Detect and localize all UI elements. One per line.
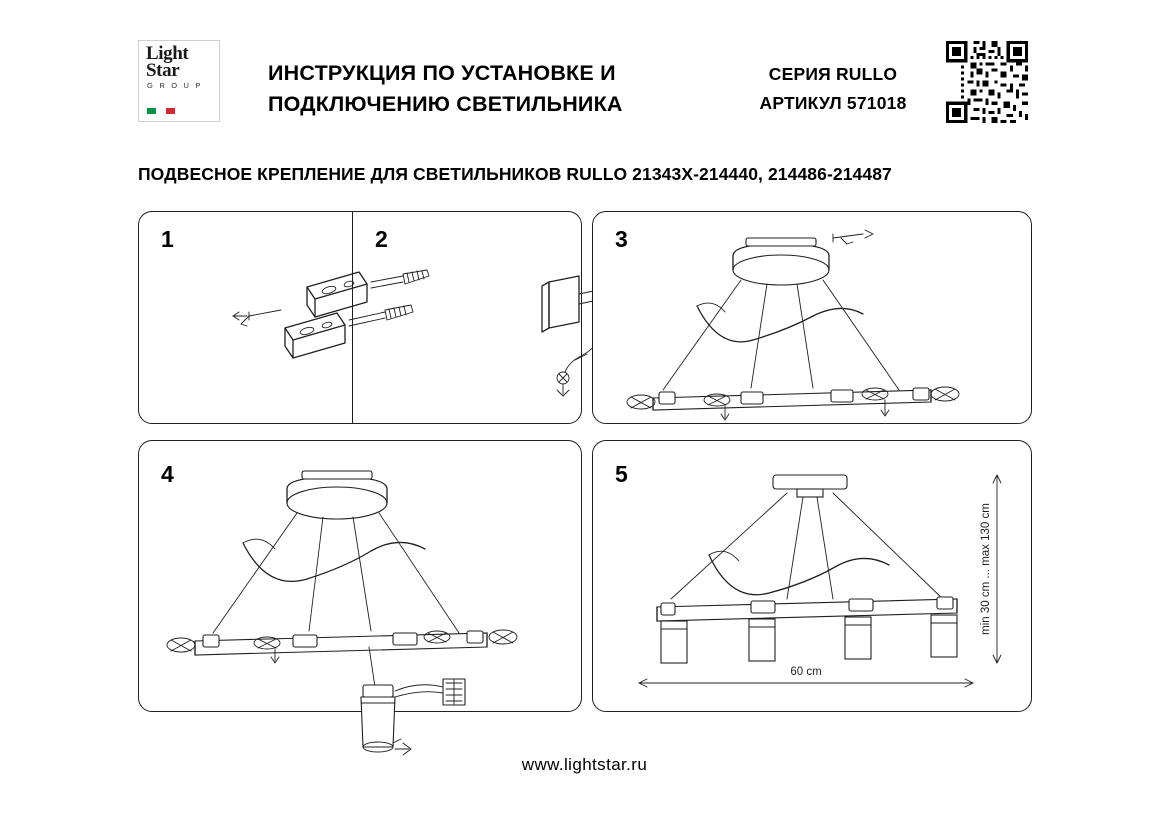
step-1-illustration [189, 262, 469, 402]
step-number-5: 5 [615, 461, 628, 487]
step-number-1: 1 [161, 226, 174, 252]
qr-code-icon [943, 38, 1031, 126]
step-panel-5 [592, 440, 1032, 712]
step-panel-1-2 [138, 211, 582, 424]
panel-divider [352, 211, 353, 424]
step-number-4: 4 [161, 461, 174, 487]
article-number: АРТИКУЛ 571018 [759, 93, 907, 113]
step-4-illustration [147, 451, 575, 703]
step-number-2: 2 [375, 226, 388, 252]
logo-line-1: Light [146, 43, 189, 64]
step-3-illustration [601, 222, 1025, 418]
italian-flag-icon [147, 108, 175, 114]
page-title [268, 58, 748, 120]
logo-line-2: Star [146, 60, 180, 81]
footer-url[interactable]: www.lightstar.ru [521, 755, 648, 774]
brand-logo [138, 40, 220, 122]
title-line-2: ПОДКЛЮЧЕНИЮ СВЕТИЛЬНИКА [268, 92, 623, 116]
step-panel-4 [138, 440, 582, 712]
section-subtitle: ПОДВЕСНОЕ КРЕПЛЕНИЕ ДЛЯ СВЕТИЛЬНИКОВ RULLO 21343X-214440, 214486-214487 [138, 164, 892, 184]
title-line-1: ИНСТРУКЦИЯ ПО УСТАНОВКЕ И [268, 61, 616, 85]
series-name: СЕРИЯ RULLO [768, 64, 898, 84]
width-dimension-label: 60 cm [790, 666, 822, 678]
height-dimension-label: min 30 cm ... max 130 cm [980, 503, 992, 635]
logo-inner [143, 45, 215, 117]
page-header [138, 38, 1031, 124]
step-panel-3 [592, 211, 1032, 424]
series-info [738, 60, 928, 118]
step-5-illustration [601, 451, 1025, 703]
logo-group-text: G R O U P [147, 81, 203, 90]
step-number-3: 3 [615, 226, 628, 252]
